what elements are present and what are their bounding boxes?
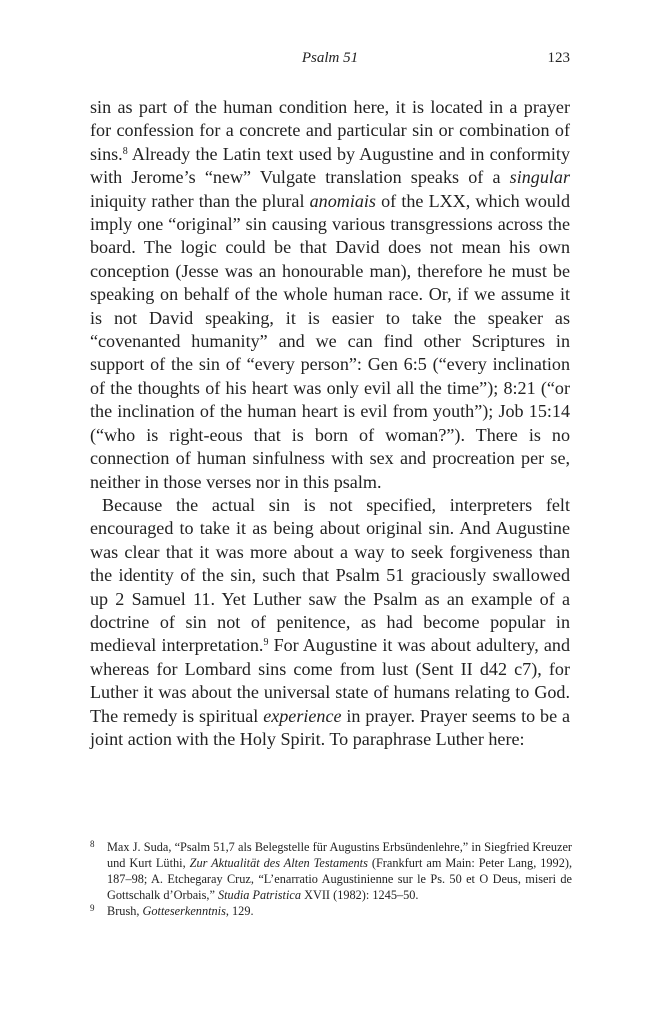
footnote-8 bbox=[90, 840, 572, 904]
emphasis-singular: singular bbox=[509, 167, 570, 188]
footnote-8-text-2: (Frankfurt am Main: Peter Lang, 1992), 187–98; A. Etchegaray Cruz, “L’enarratio Augustinienne sur le Ps. 50 et O Deus, miseri de Gottschalk d’Orbais,” bbox=[107, 855, 573, 902]
footnote-9-text-2: , 129. bbox=[225, 903, 254, 918]
paragraph-2-text-3: in prayer. Prayer seems to be a joint action with the Holy Spirit. To paraphrase Luther here: bbox=[90, 705, 570, 749]
footnote-8-title-1: Zur Aktualität des Alten Testaments bbox=[189, 855, 368, 870]
body-text bbox=[90, 96, 570, 751]
paragraph-1-text-4: of the LXX, which would imply one “original” sin causing various transgressions across the board. The logic could be that David does not mean his own conception (Jesse was an honourable man), therefore he must be speaking on behalf of the whole human race. Or, if we assume it is not David speaking, it is easier to take the speaker as “covenanted humanity” and we can find other Scriptures in support of the sin of “every person”: Gen 6:5 (“every inclination of the thoughts of his heart was only evil all the time”); 8:21 (“or the inclination of the human heart is evil from youth”); Job 15:14 (“who is right-eous that is born of woman?”). There is no connection of human sinfulness with sex and procreation per se, neither in those verses nor in this psalm. bbox=[90, 190, 570, 492]
page-number: 123 bbox=[547, 50, 570, 66]
footnotes bbox=[90, 840, 572, 920]
emphasis-anomiais: anomiais bbox=[309, 190, 376, 211]
paragraph-2-text-2: For Augustine it was about adultery, and whereas for Lombard sins come from lust (Sent II d42 c7), for Luther it was about the universal state of humans relating to God. The remedy is spiritual bbox=[90, 635, 571, 726]
paragraph-2 bbox=[90, 494, 570, 751]
footnote-8-title-2: Studia Patristica bbox=[217, 887, 301, 902]
running-title: Psalm 51 bbox=[301, 50, 359, 66]
footnote-mark-9: 9 bbox=[90, 902, 95, 913]
paragraph-1 bbox=[90, 96, 570, 494]
paragraph-1-text-3: iniquity rather than the plural bbox=[90, 190, 310, 211]
paragraph-1-text-1: sin as part of the human condition here, it is located in a prayer for confession for a concrete and particular sin or combination of sins. bbox=[90, 97, 570, 164]
footnote-ref-8[interactable]: 8 bbox=[122, 145, 128, 157]
paragraph-1-text-2: Already the Latin text used by Augustine and in conformity with Jerome’s “new” Vulgate translation speaks of a bbox=[90, 143, 570, 188]
footnote-mark-8: 8 bbox=[90, 839, 95, 849]
footnote-9-title: Gotteserkenntnis bbox=[142, 903, 226, 918]
footnote-9 bbox=[90, 904, 572, 920]
footnote-9-text-1: Brush, bbox=[107, 903, 143, 918]
paragraph-2-text-1: Because the actual sin is not specified, interpreters felt encouraged to take it as being about original sin. And Augustine was clear that it was more about a way to seek forgiveness than the identity of the sin, such that Psalm 51 graciously swallowed up 2 Samuel 11. Yet Luther saw the Psalm as an example of a doctrine of sin not of penitence, as had become popular in medieval interpretation. bbox=[90, 494, 570, 656]
footnote-ref-9[interactable]: 9 bbox=[263, 637, 269, 649]
emphasis-experience: experience bbox=[263, 705, 342, 726]
footnote-8-text-3: XVII (1982): 1245–50. bbox=[301, 887, 419, 902]
running-header bbox=[90, 50, 570, 72]
footnote-8-text-1: Max J. Suda, “Psalm 51,7 als Belegstelle für Augustins Erbsündenlehre,” in Siegfried Kreuzer und Kurt Lüthi, bbox=[107, 840, 572, 870]
